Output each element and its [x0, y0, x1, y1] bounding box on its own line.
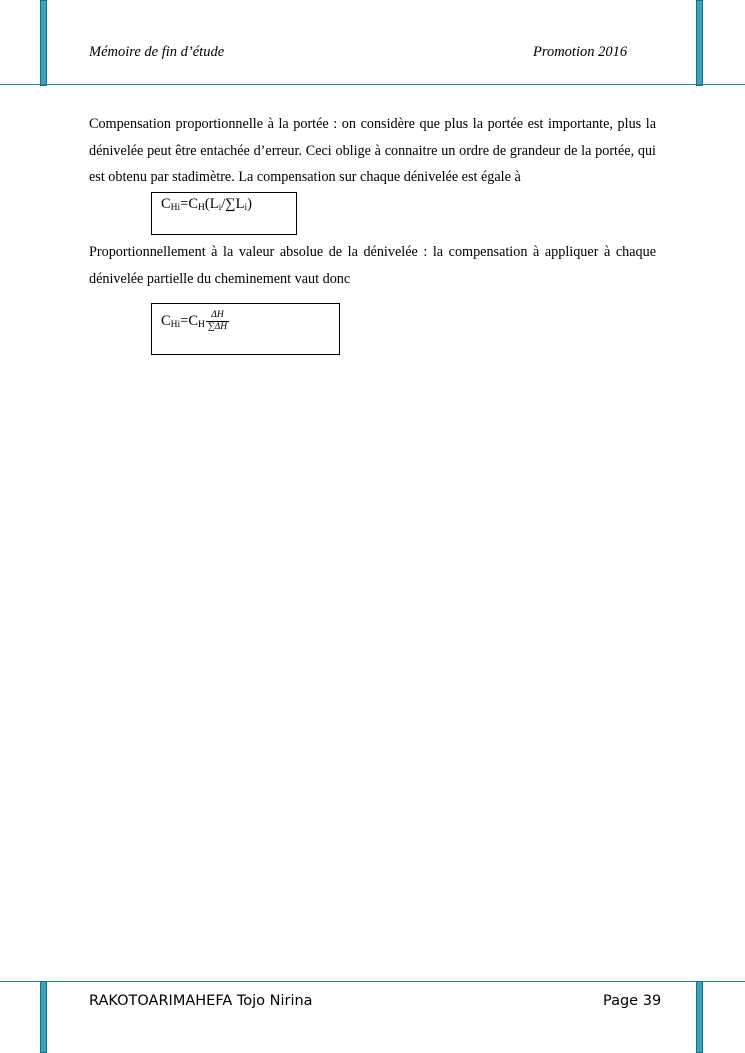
- formula-mid: /∑L: [221, 196, 245, 212]
- formula-c: C: [161, 312, 171, 329]
- formula-close: ): [247, 196, 252, 212]
- footer-left-bar: [40, 981, 47, 1053]
- formula-eq: =C: [180, 196, 199, 212]
- header-right-text: Promotion 2016: [533, 44, 628, 60]
- formula-c: C: [161, 196, 171, 212]
- footer-page-number: Page 39: [603, 993, 662, 1009]
- fraction-denominator: ∑ΔH: [207, 322, 228, 332]
- formula-box-portee: [151, 192, 297, 235]
- fraction-numerator: ΔH: [211, 310, 224, 320]
- formula-fraction: [206, 310, 229, 333]
- header-left-text: Mémoire de fin d’étude: [89, 44, 225, 60]
- formula-sub-h: H: [198, 203, 205, 213]
- formula-sub-h: H: [198, 319, 205, 330]
- paragraph-portee: Compensation proportionnelle à la portée : on considère que plus la portée est importante, plus la dénivelée peut être entachée d’erreur. Ceci oblige à connaitre un ordre de grandeur de la portée, qui est obtenu par stadimètre. La compensation sur chaque dénivelée est égale à: [89, 116, 656, 185]
- formula-sub-hi: Hi: [170, 203, 181, 213]
- formula-open: (L: [204, 196, 219, 212]
- header-rule: [0, 84, 745, 85]
- footer-author: RAKOTOARIMAHEFA Tojo Nirina: [89, 993, 313, 1009]
- formula-sub-i1: i: [218, 203, 222, 213]
- header-right-bar: [696, 0, 703, 86]
- header-left-bar: [40, 0, 47, 86]
- formula-sub-hi: Hi: [170, 319, 181, 330]
- footer-right-bar: [696, 981, 703, 1053]
- formula-eq: =C: [180, 312, 199, 329]
- paragraph-denivelee: Proportionnellement à la valeur absolue de la dénivelée : la compensation à appliquer à chaque dénivelée partielle du cheminement vaut donc: [89, 244, 656, 287]
- footer-rule: [0, 981, 745, 982]
- formula-box-denivelee: [151, 303, 340, 355]
- formula-sub-i2: i: [244, 203, 248, 213]
